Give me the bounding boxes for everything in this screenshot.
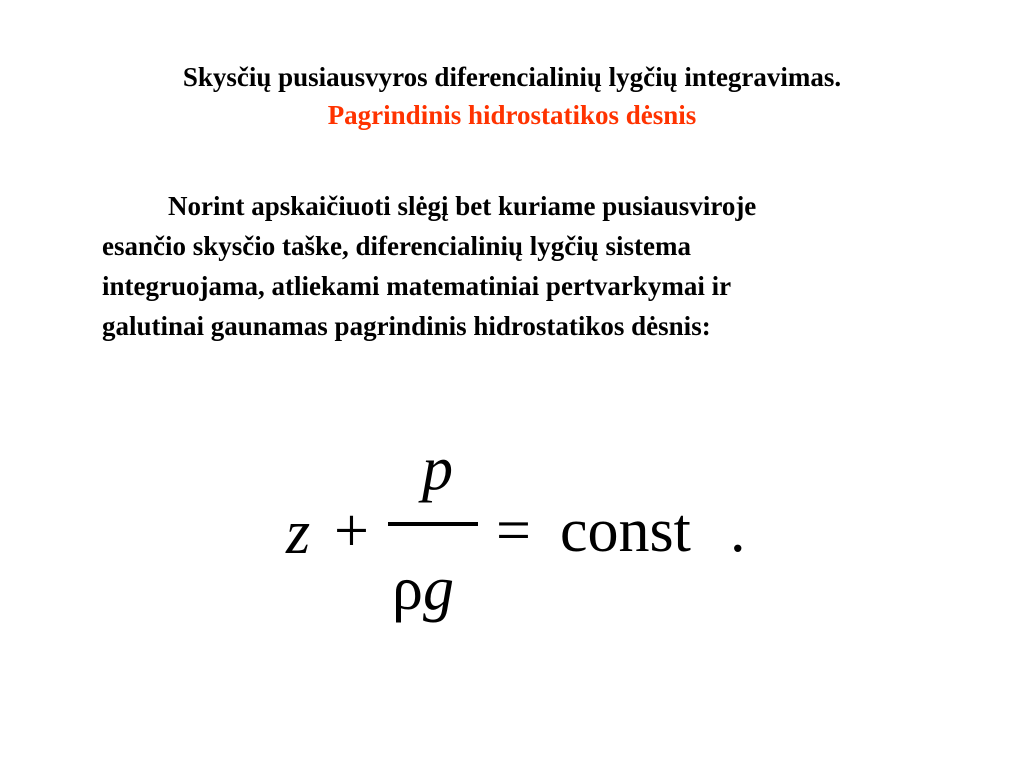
body-line-2: esančio skysčio taške, diferencialinių lygčių sistema	[102, 231, 692, 261]
formula-rho: ρ	[392, 555, 423, 623]
title-main-line: Skysčių pusiausvyros diferencialinių lygčių integravimas.	[182, 62, 842, 92]
formula-period: .	[730, 497, 746, 565]
formula-fraction-bar	[388, 522, 478, 526]
body-line-3: integruojama, atliekami matematiniai pertvarkymai ir	[102, 271, 732, 301]
body-line-1: Norint apskaičiuoti slėgį bet kuriame pusiausviroje	[168, 191, 757, 221]
body-paragraph	[102, 186, 942, 346]
formula-z: z	[286, 499, 311, 567]
slide-title	[0, 58, 1024, 134]
formula-denominator	[392, 554, 454, 624]
formula-numerator-p: p	[422, 435, 453, 503]
formula-g: g	[422, 555, 454, 623]
body-line-4: galutinai gaunamas pagrindinis hidrostatikos dėsnis:	[102, 311, 711, 341]
title-subtitle-line: Pagrindinis hidrostatikos dėsnis	[327, 100, 697, 130]
formula-const: const	[560, 497, 691, 565]
hydrostatic-law-formula	[278, 435, 778, 640]
formula-equals: =	[496, 497, 531, 565]
formula-plus: +	[334, 497, 369, 565]
